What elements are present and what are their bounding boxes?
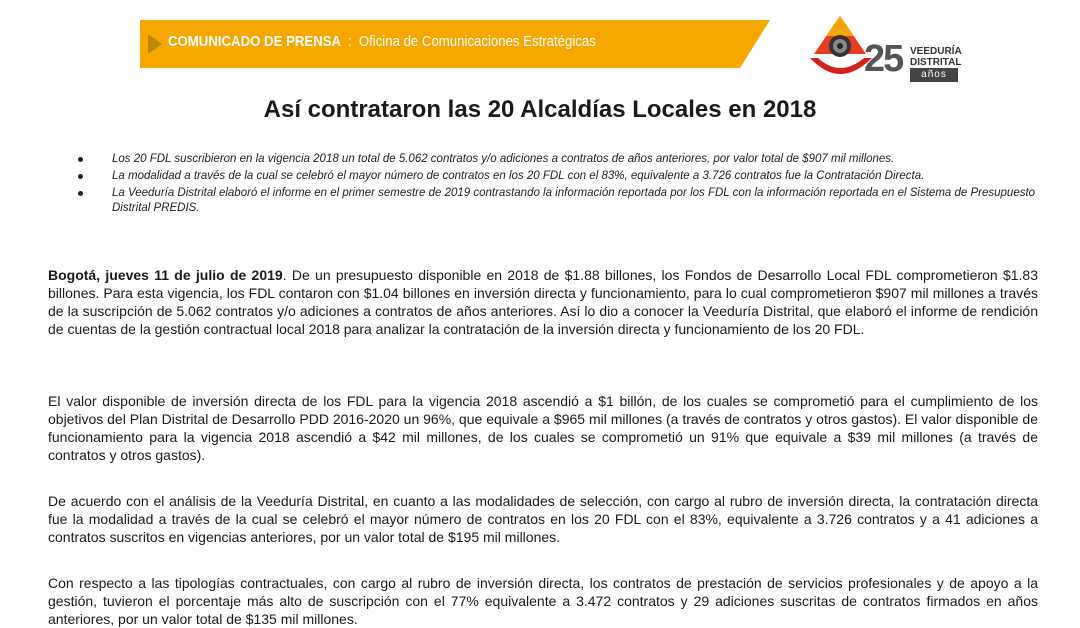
bullet-item (60, 169, 1040, 184)
paragraph-2: El valor disponible de inversión directa de los FDL para la vigencia 2018 ascendió a $1 billón, de los cuales se comprometió para el cumplimiento de los objetivos del Plan Distrital de Desarrollo PDD 2016-2020 un 96%, que equivale a $965 mil millones (a través de contratos y otros gastos). El valor disponible de funcionamiento para la vigencia 2018 ascendió a $42 mil millones, de los cuales se comprometió un 91% que equivale a $39 mil millones (a través de contratos y otros gastos). (48, 393, 1038, 463)
bullet-dot-icon (78, 157, 83, 162)
paragraph-3: De acuerdo con el análisis de la Veeduría Distrital, en cuanto a las modalidades de selección, con cargo al rubro de inversión directa, la contratación directa fue la modalidad a través de la cual se celebró el mayor número de contratos en los 20 FDL con el 83%, equivalente a 3.726 contratos y a 41 adiciones a contratos suscritos en vigencias anteriores, por un valor total de $195 mil millones. (48, 493, 1038, 545)
bullet-item (60, 152, 1040, 167)
summary-bullets (60, 152, 1040, 218)
bullet-text: La Veeduría Distrital elaboró el informe en el primer semestre de 2019 contrastando la información reportada por los FDL con la información reportada en el Sistema de Presupuesto Distrital PREDIS. (112, 187, 1036, 214)
bullet-text: Los 20 FDL suscribieron en la vigencia 2018 un total de 5.062 contratos y/o adiciones a contratos de años anteriores, por valor total de $907 mil millones. (112, 153, 895, 165)
dateline: Bogotá, jueves 11 de julio de 2019 (48, 267, 283, 283)
logo-years: años (910, 68, 958, 82)
bullet-dot-icon (78, 174, 83, 179)
logo-line1: VEEDURÍA (910, 46, 962, 57)
paragraph-1 (48, 266, 1038, 338)
bullet-text: La modalidad a través de la cual se celebró el mayor número de contratos en los 20 FDL con el 83%, equivalente a 3.726 contratos fue la Contratación Directa. (112, 170, 925, 182)
veeduria-logo (800, 12, 970, 90)
paragraph-4: Con respecto a las tipologías contractuales, con cargo al rubro de inversión directa, los contratos de prestación de servicios profesionales y de apoyo a la gestión, tuvieron el porcentaje más alto de suscripción con el 77% equivalente a 3.472 contratos y 29 adiciones suscritas de contratos firmados en años anteriores, por un valor total de $135 mil millones. (48, 575, 1038, 627)
logo-line2: DISTRITAL (910, 57, 962, 68)
bullet-item (60, 186, 1040, 216)
bullet-dot-icon (78, 191, 83, 196)
banner-separator: : (348, 33, 352, 50)
logo-title (910, 46, 962, 68)
logo-number: 25 (864, 38, 903, 80)
banner-office: Oficina de Comunicaciones Estratégicas (358, 33, 596, 50)
page-title: Así contrataron las 20 Alcaldías Locales en 2018 (263, 96, 817, 123)
banner-label: COMUNICADO DE PRENSA (168, 33, 342, 50)
banner-text (168, 33, 596, 50)
paragraph-1-body: . De un presupuesto disponible en 2018 de $1.88 billones, los Fondos de Desarrollo Local FDL comprometieron $1.83 billones. Para esta vigencia, los FDL contaron con $1.04 billones en inversión directa y funcionamiento, para lo cual comprometieron $907 mil millones a través de la suscripción de 5.062 contratos y/o adiciones a contratos de años anteriores. Así lo dio a conocer la Veeduría Distrital, que elaboró el informe de rendición de cuentas de la gestión contractual local 2018 para analizar la contratación de la inversión directa y funcionamiento de los 20 FDL. (48, 267, 1038, 337)
press-release-banner (140, 20, 770, 68)
